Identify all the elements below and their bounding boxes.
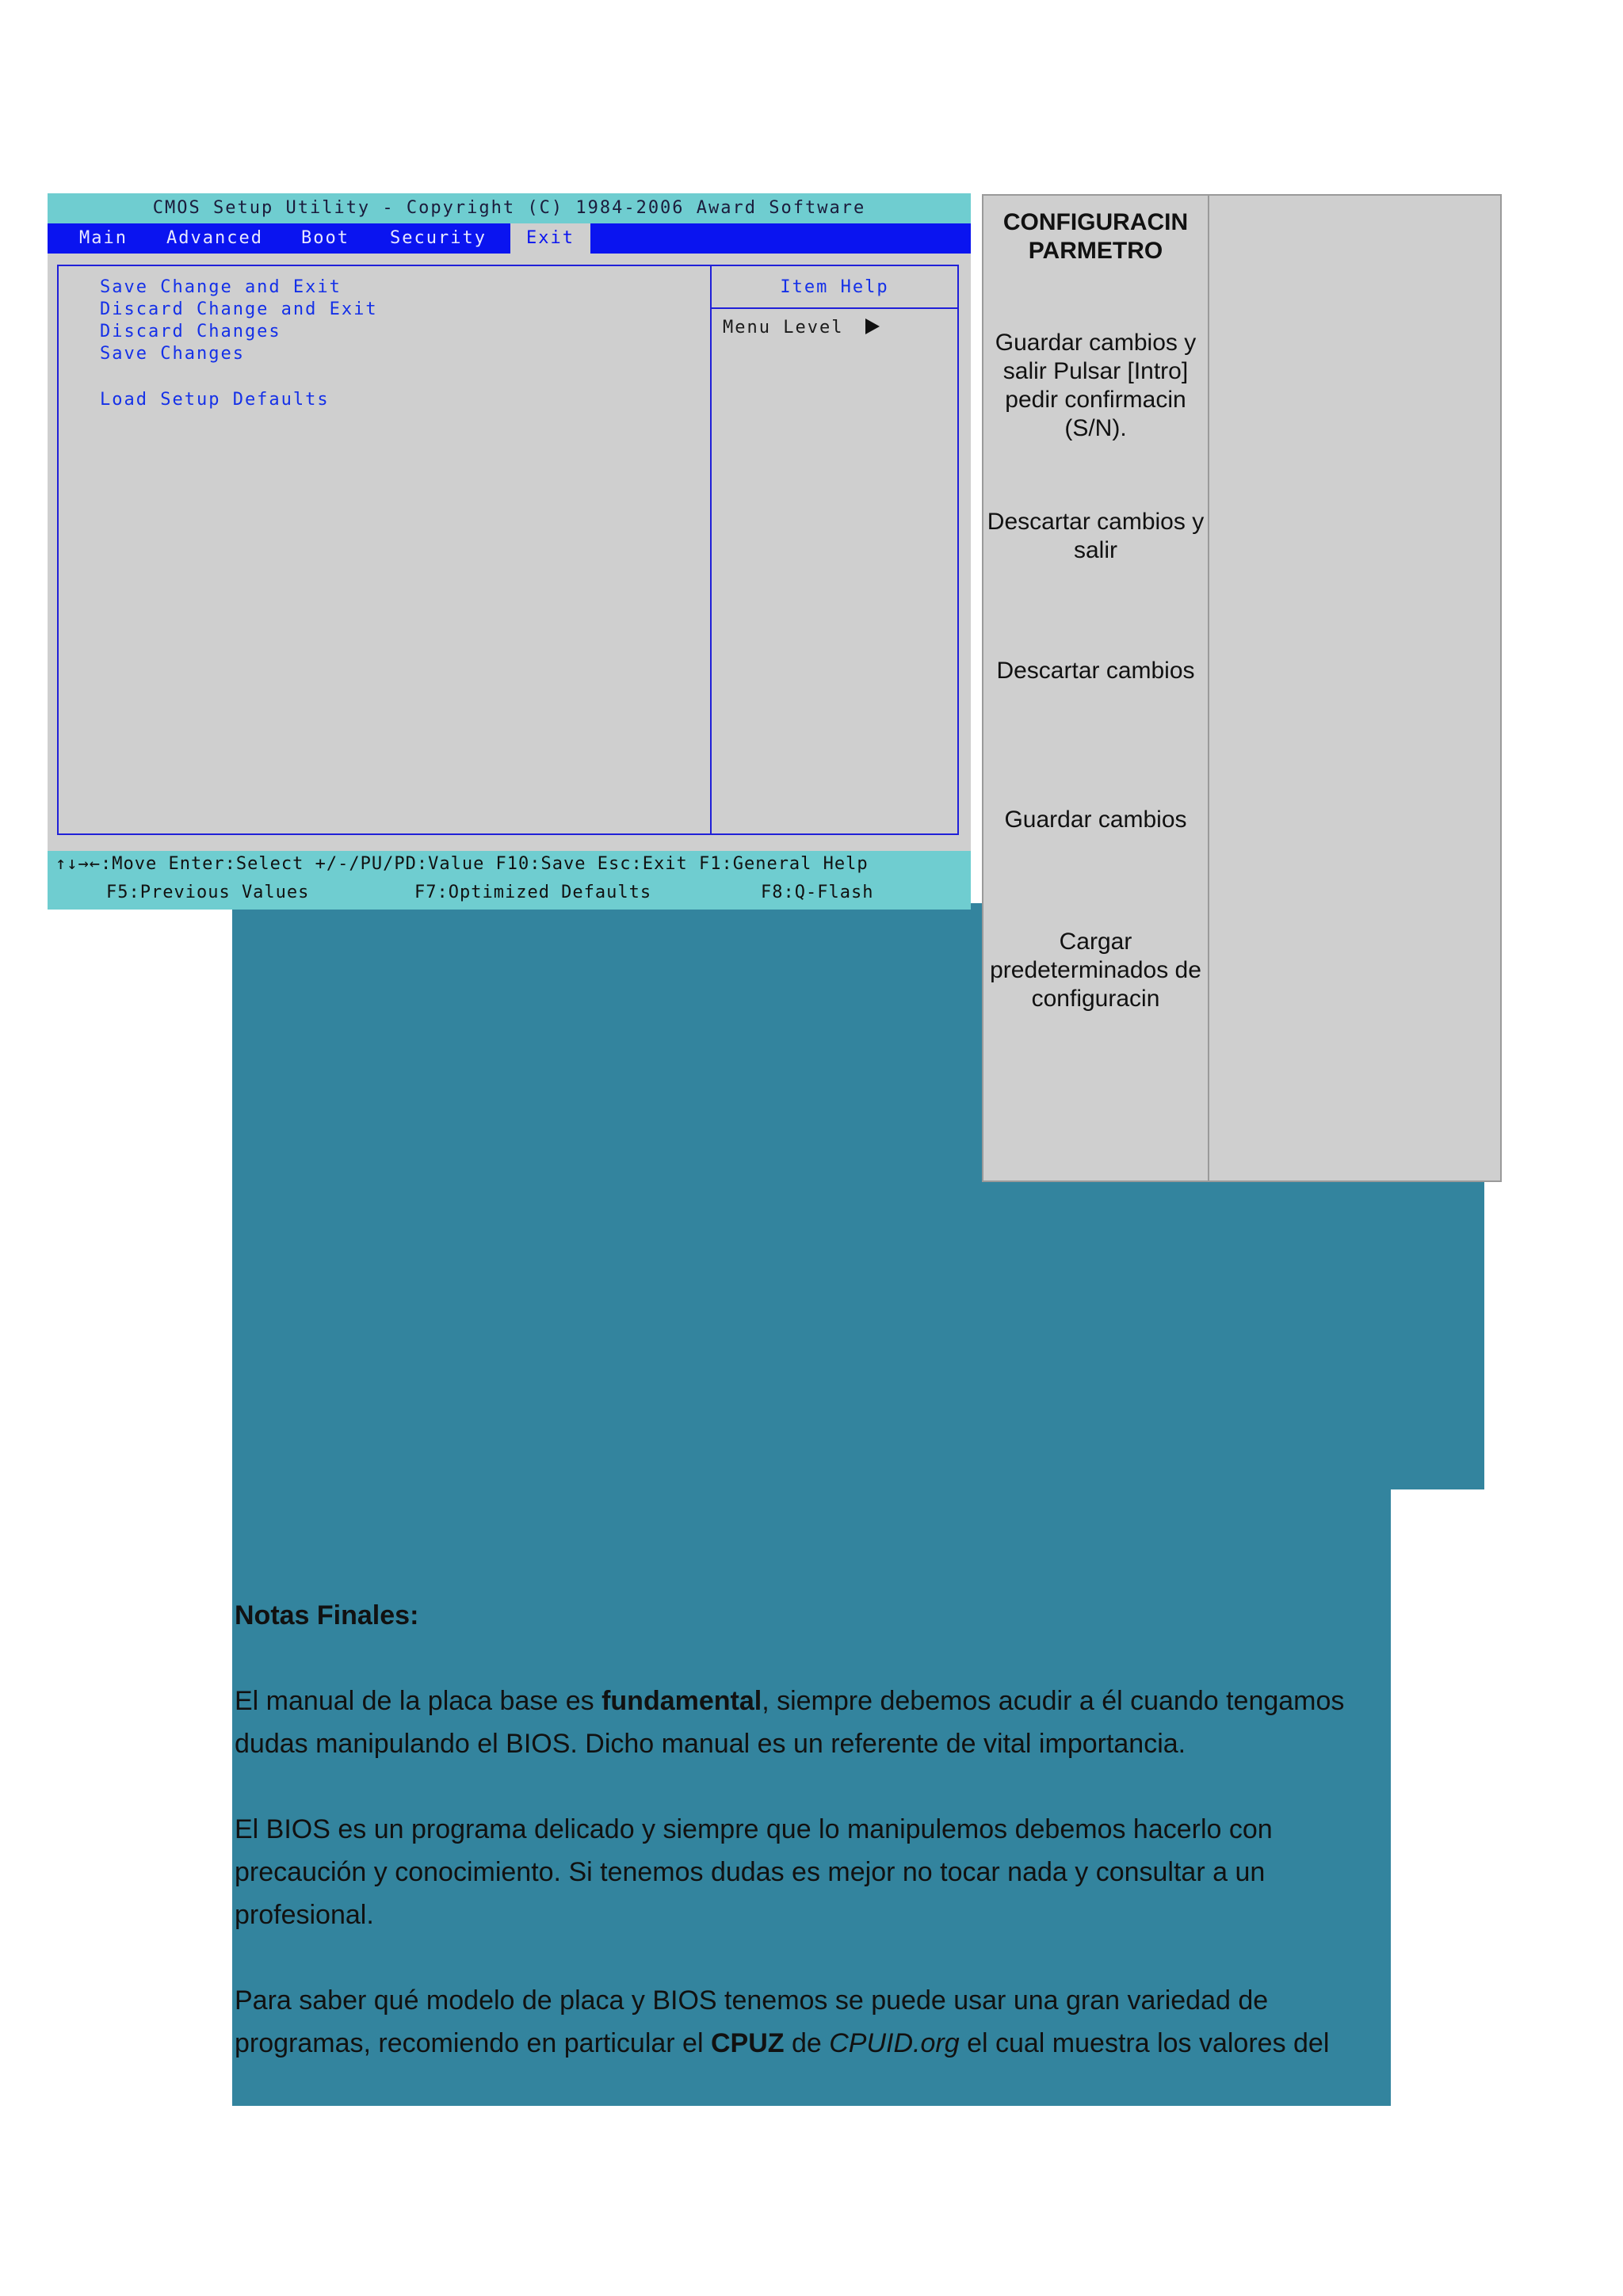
footer-f8: F8:Q-Flash xyxy=(761,883,874,902)
footer-f5: F5:Previous Values xyxy=(106,883,310,902)
menu-boot[interactable]: Boot xyxy=(301,228,349,248)
table-row-save: Guardar cambios xyxy=(1004,807,1187,833)
p3-italic-cpuid: CPUID.org xyxy=(829,2028,960,2058)
footer-keys-line: ↑↓→←:Move Enter:Select +/-/PU/PD:Value F10:Save Esc:Exit F1:General Help xyxy=(55,854,869,874)
item-help-title: Item Help xyxy=(780,277,889,297)
option-discard-change-and-exit[interactable]: Discard Change and Exit xyxy=(100,299,378,319)
bios-help-separator xyxy=(712,307,957,309)
table-row-discard-exit: Descartar cambios y salir xyxy=(987,509,1205,563)
notes-paragraph-1 xyxy=(235,1680,1384,1765)
bios-footer xyxy=(48,851,971,910)
p1-text-a: El manual de la placa base es xyxy=(235,1686,602,1716)
triangle-right-icon xyxy=(864,318,881,335)
menu-level-label xyxy=(723,318,881,338)
parameter-table xyxy=(982,194,1502,1182)
menu-main[interactable]: Main xyxy=(79,228,128,248)
notes-paragraph-2: El BIOS es un programa delicado y siempre que lo manipulemos debemos hacerlo con precaución y conocimiento. Si tenemos dudas es mejor no tocar nada y consultar a un profesional. xyxy=(235,1814,1273,1930)
footer-f7: F7:Optimized Defaults xyxy=(414,883,652,902)
option-load-setup-defaults[interactable]: Load Setup Defaults xyxy=(100,390,330,410)
menu-level-text: Menu Level xyxy=(723,318,844,338)
menu-exit[interactable]: Exit xyxy=(510,223,590,254)
bios-screenshot xyxy=(48,193,971,910)
p1-text-c: , siempre debemos acudir a él cuando tengamos dudas manipulando el BIOS. Dicho manual es un referente de vital importancia. xyxy=(235,1686,1345,1759)
p3-text-c: de xyxy=(784,2028,830,2058)
p3-text-a: Para saber qué modelo de placa y BIOS tenemos se puede usar una gran variedad de programas, recomiendo en particular el xyxy=(235,1985,1269,2058)
option-save-change-and-exit[interactable]: Save Change and Exit xyxy=(100,277,342,297)
p3-text-e: el cual muestra los valores del xyxy=(959,2028,1330,2058)
notes-heading: Notas Finales: xyxy=(235,1600,419,1630)
table-row-load-defaults: Cargar predeterminados de configuracin xyxy=(990,929,1201,1012)
option-save-changes[interactable]: Save Changes xyxy=(100,344,245,364)
menu-security[interactable]: Security xyxy=(390,228,487,248)
notes-paragraph-3 xyxy=(235,1979,1384,2065)
table-row-discard: Descartar cambios xyxy=(996,658,1195,684)
table-header: CONFIGURACIN PARMETRO xyxy=(1002,209,1189,264)
bios-title-bar: CMOS Setup Utility - Copyright (C) 1984-2006 Award Software xyxy=(48,193,971,223)
bios-help-divider xyxy=(710,265,712,835)
p1-bold: fundamental xyxy=(601,1686,762,1716)
p3-bold-cpuz: CPUZ xyxy=(710,2028,785,2058)
bios-menu-bar xyxy=(48,223,971,254)
final-notes xyxy=(235,1594,1384,2107)
menu-advanced[interactable]: Advanced xyxy=(166,228,263,248)
table-row-save-exit: Guardar cambios y salir Pulsar [Intro] pedir confirmacin (S/N). xyxy=(995,330,1197,441)
table-column-divider xyxy=(1208,196,1209,1180)
option-discard-changes[interactable]: Discard Changes xyxy=(100,322,281,341)
